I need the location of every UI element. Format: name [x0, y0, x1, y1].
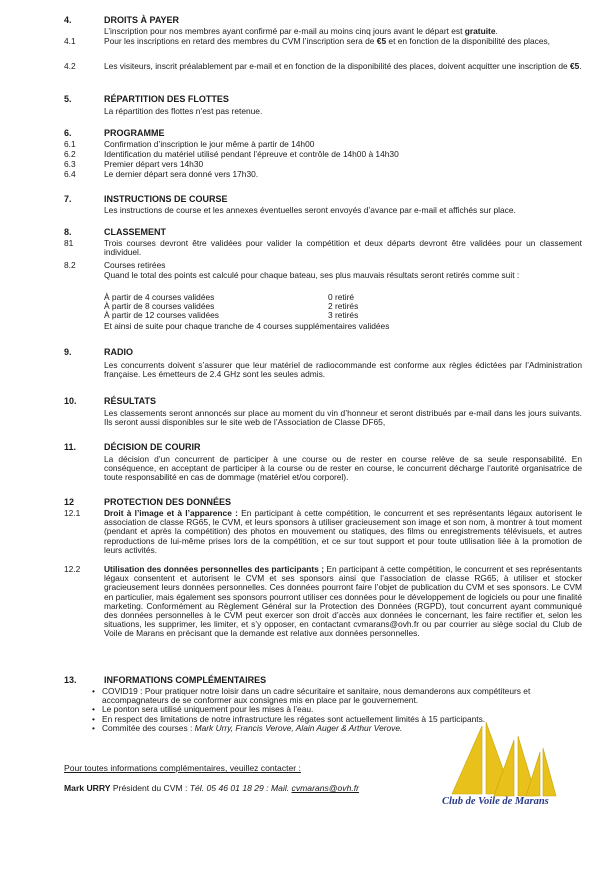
document-page: 4. DROITS À PAYER L’inscription pour nos membres ayant confirmé par e-mail au moins cinq jours avant le départ est gratuite. 4.1 Pour les inscriptions en retard des membres du CVM l’inscription sera de €5 et en fonction de la disponibilité des places, 4.2 Les visiteurs, inscrit préalablement par e-mail et en fonction de la disponibilité des places, doivent acquitter une inscription de €5. 5. RÉPARTITION DES FLOTTES La répartition des flottes n’est pas retenue. 6. PROGRAMME 6.1 Confirmation d’inscription le jour même à partir de 14h00 6.2 Identification du matériel utilisé pendant l’épreuve et contrôle de 14h00 à 14h30 6.3 Premier départ vers 14h30 6.4 Le dernier départ sera donné vers 17h30. 7. INSTRUCTIONS DE COURSE Les instructions de course et les annexes éventuelles seront envoyés d’avance par e-mail et affichés sur place. 8. CLASSEMENT 81 Trois courses devront être validées pour valider la compétition et deux départs devront être validées pour un classement individuel. 8.2 Courses retirées Quand le total des points est calculé pour chaque bateau, ses plus mauvais résultats seront retirés comme suit : À partir de 4 courses validées 0 retiré À partir de 8 courses validées 2 retirés À partir de 12 courses validées 3 retirés Et ainsi de suite pour chaque tranche de 4 courses supplémentaires validées 9. RADIO Les concurrents doivent s’assurer que leur matériel de radiocommande est conforme aux règles édictées par l’Administration française. Les émetteurs de 2.4 GHz sont les seules admis. 10. RÉSULTATS Les classements seront annoncés sur place au moment du vin d’honneur et seront distribués par e-mail dans les jours suivants. Ils seront aussi disponibles sur le site web de l’Association de Classe DF65, 11. DÉCISION DE COURIR La décision d’un concurrent de participer à une course ou de rester en course relève de sa seule responsabilité. En conséquence, en acceptant de participer à la course ou de rester en course, le concurrent décharge l’autorité organisatrice de toute responsabilité en cas de dommage (matériel et/ou corporel). 12 PROTECTION DES DONNÉES 12.1 Droit à l’image et à l’apparence : En participant à cette compétition, le concurrent et ses représentants légaux autorisent le association de classe RG65, le CVM, et leurs sponsors à utiliser gracieusement son image et son nom, à montrer à tout moment (pendant et après la compétition) des photos en mouvement ou statiques, des films ou enregistrements télévisuels, et autres reproductions de lui-même prises lors de la compétition, et ce sur tout support et pour toute utilisation liée à la promotion de leurs activités. 12.2 Utilisation des données personnelles des participants ; En participant à cette compétition, le concurrent et ses représentants légaux consentent et autorisent le CVM et ses sponsors ainsi que l’association de classe RG65, à utiliser et stocker gracieusement leurs données personnelles. Ces données pourront faire l’objet de publication du CVM et ses sponsors. Le CVM en particulier, mais également ses sponsors pourront utiliser ces données pour le développement de logiciels ou pour une finalité marketing. Conformément au Règlement Général sur la Protection des Données (RGPD), tout concurrent ayant communiqué des données personnelles à le CVM peut exercer son droit d’accès aux données le concernant, les faire rectifier et, selon les situations, les supprimer, les limiter, et s’y opposer, en contactant cvmarans@ovh.fr ou par courrier au siège social du Club de Voile de Marans en précisant que la demande est relative aux données personnelles. 13. INFORMATIONS COMPLÉMENTAIRES • COVID19 : Pour pratiquer notre loisir dans un cadre sécuritaire et sanitaire, nous demanderons aux compétiteurs et accompagnateurs de se conformer aux consignes mis en place par le gouvernement. • Le ponton sera utilisé uniquement pour les mises à l’eau. • En respect des limitations de notre infrastructure les régates sont actuellement limités à 15 participants. • Commitée des courses : Mark Urry, Francis Verove, Alain Auger & Arthur Verove. Club de Voile de Marans Pour toutes informations complémentaires, veuillez contacter : Mark URRY Président du CVM : Tél. 05 46 01 18 29 : Mail. cvmarans@ovh.fr	[0, 0, 613, 875]
list-item: • Le ponton sera utilisé uniquement pour les mises à l’eau.	[92, 705, 562, 714]
contact-tel: Tél. 05 46 01 18 29 : Mail.	[189, 783, 292, 793]
contact-footer: Mark URRY Président du CVM : Tél. 05 46 01 18 29 : Mail. cvmarans@ovh.fr	[64, 783, 360, 793]
contact-info-link[interactable]: Pour toutes informations complémentaires, veuillez contacter :	[64, 763, 301, 773]
list-item: • En respect des limitations de notre infrastructure les régates sont actuellement limités à 15 participants.	[92, 715, 562, 724]
list-item: • Commitée des courses : Mark Urry, Francis Verove, Alain Auger & Arthur Verove.	[92, 724, 562, 733]
discard-row: À partir de 8 courses validées 2 retirés	[104, 301, 359, 311]
list-item: • COVID19 : Pour pratiquer notre loisir dans un cadre sécuritaire et sanitaire, nous demanderons aux compétiteurs et accompagnateurs de se conformer aux consignes mis en place par le gouvernement.	[92, 687, 562, 705]
contact-name: Mark URRY	[64, 783, 111, 793]
contact-email-link[interactable]: cvmarans@ovh.fr	[291, 783, 360, 793]
discard-table	[104, 293, 434, 320]
club-logo-text: Club de Voile de Marans	[442, 796, 549, 807]
discard-row: À partir de 4 courses validées 0 retiré	[104, 292, 355, 302]
discard-row: À partir de 12 courses validées 3 retirés	[104, 310, 359, 320]
